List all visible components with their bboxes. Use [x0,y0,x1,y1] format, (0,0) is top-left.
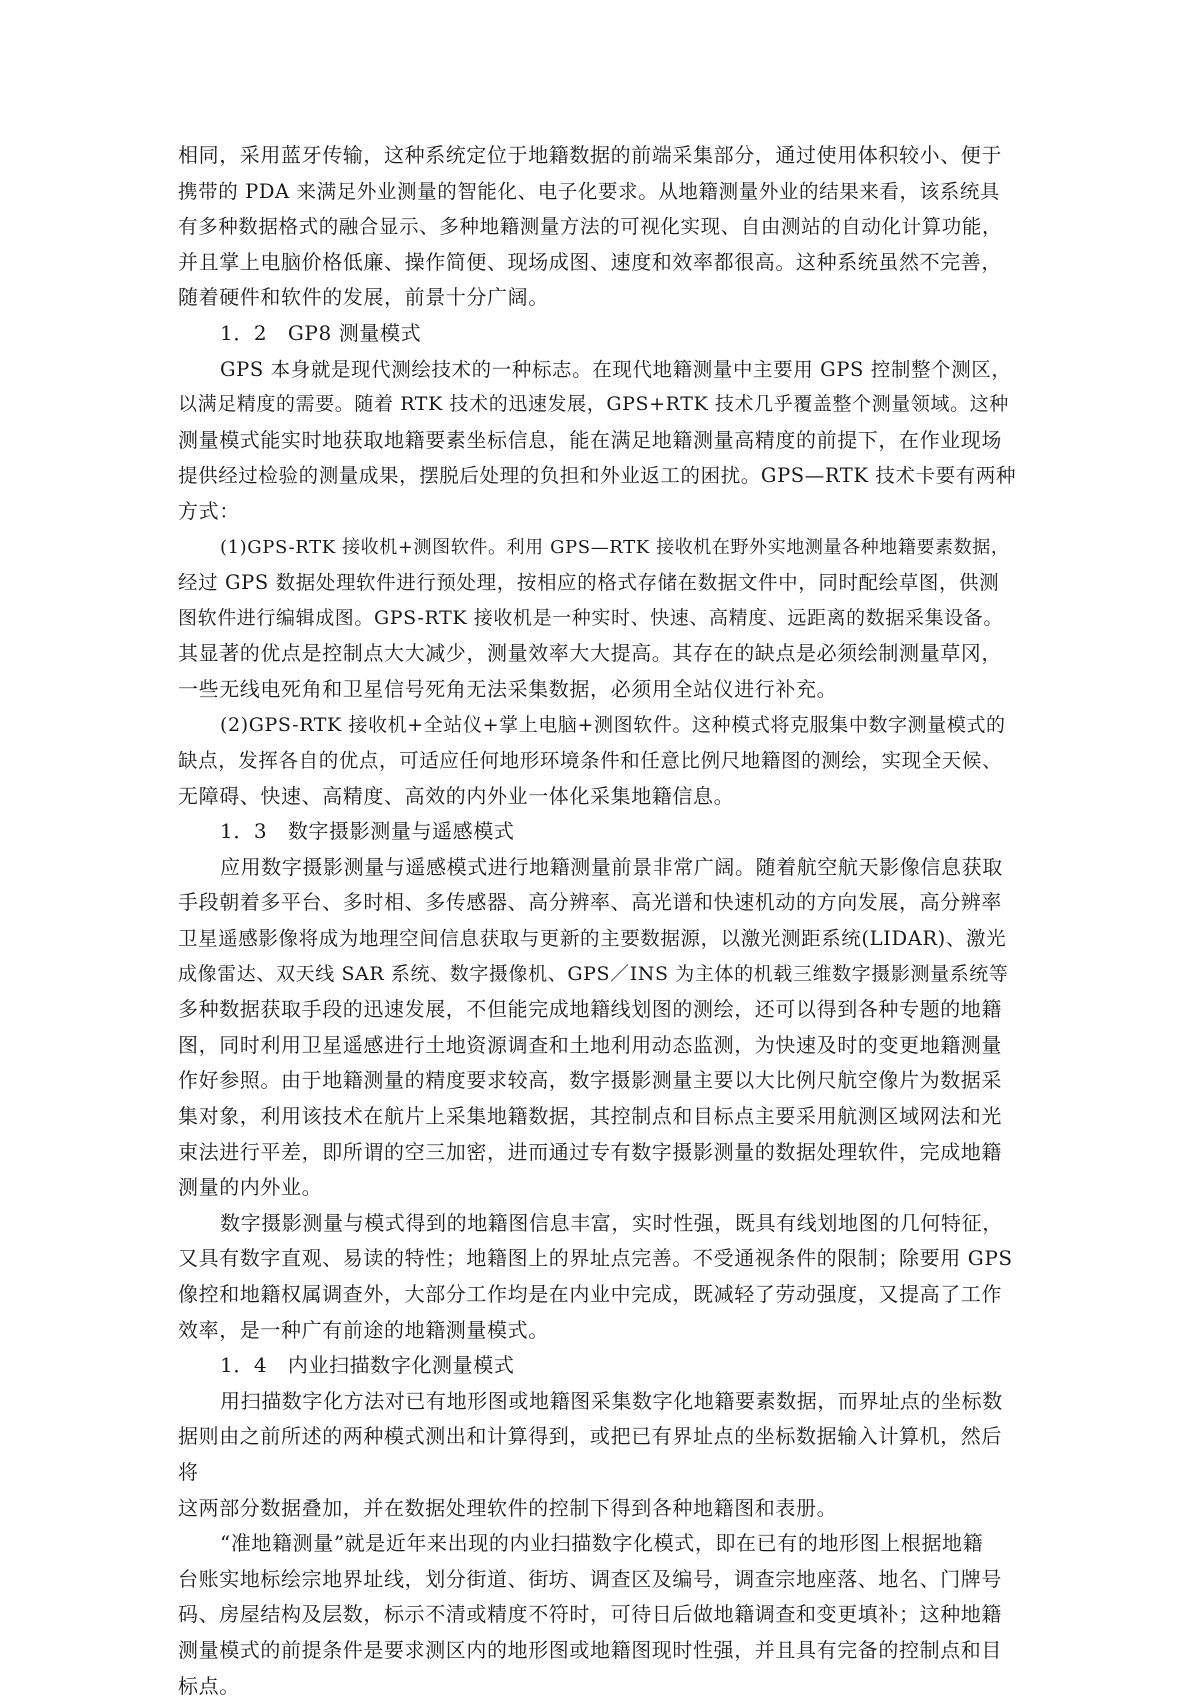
paragraph-line: 卫星遥感影像将成为地理空间信息获取与更新的主要数据源，以激光测距系统(LIDAR)、激光 [178,927,1007,951]
paragraph-line: 数字摄影测量与模式得到的地籍图信息丰富，实时性强，既具有线划地图的几何特征， [220,1210,1003,1235]
paragraph-line: 作好参照。由于地籍测量的精度要求较高，数字摄影测量主要以大比例尺航空像片为数据采 [178,1068,1002,1093]
paragraph-line: 手段朝着多平台、多时相、多传感器、高分辨率、高光谱和快速机动的方向发展，高分辨率 [178,890,1002,915]
paragraph-line: 像控和地籍权属调查外，大部分工作均是在内业中完成，既减轻了劳动强度，又提高了工作 [178,1282,1002,1306]
paragraph-line: 用扫描数字化方法对已有地形图或地籍图采集数字化地籍要素数据，而界址点的坐标数 [220,1388,1003,1413]
section-heading: 1．3 数字摄影测量与遥感模式 [220,819,515,844]
paragraph-line: 测量模式能实时地获取地籍要素坐标信息，能在满足地籍测量高精度的前提下，在作业现场 [178,427,1002,452]
section-heading: 1．4 内业扫描数字化测量模式 [220,1353,515,1378]
paragraph-line: 相同，采用蓝牙传输，这种系统定位于地籍数据的前端采集部分，通过使用体积较小、便于 [178,143,1002,167]
paragraph-line: 多种数据获取手段的迅速发展，不但能完成地籍线划图的测绘，还可以得到各种专题的地籍 [178,997,1002,1022]
paragraph-line: 一些无线电死角和卫星信号死角无法采集数据，必须用全站仪进行补充。 [178,676,838,701]
paragraph-line: 测量的内外业。 [178,1175,323,1200]
paragraph-line: 据则由之前所述的两种模式测出和计算得到，或把已有界址点的坐标数据输入计算机，然后 [178,1424,1002,1449]
paragraph-line: 这两部分数据叠加，并在数据处理软件的控制下得到各种地籍图和表册。 [178,1495,838,1520]
paragraph-line: 无障碍、快速、高精度、高效的内外业一体化采集地籍信息。 [178,783,735,808]
paragraph-line: 又具有数字直观、易读的特性；地籍图上的界址点完善。不受通视条件的限制；除要用 GPS [178,1246,1013,1271]
paragraph-line: 以满足精度的需要。随着 RTK 技术的迅速发展，GPS+RTK 技术几乎覆盖整个测量领域。这种 [178,393,1009,416]
paragraph-line: (2)GPS-RTK 接收机+全站仪+掌上电脑+测图软件。这种模式将克服集中数字测量模式的 [220,713,1006,736]
paragraph-line: 台账实地标绘宗地界址线，划分街道、街坊、调查区及编号，调查宗地座落、地名、门牌号 [178,1566,1002,1591]
paragraph-line: 缺点，发挥各自的优点，可适应任何地形环境条件和任意比例尺地籍图的测绘，实现全天候、 [178,749,1003,773]
document-page [178,138,1018,1704]
paragraph-line: 图软件进行编辑成图。GPS-RTK 接收机是一种实时、快速、高精度、远距离的数据采集设备。 [178,606,1003,629]
paragraph-line: 有多种数据格式的融合显示、多种地籍测量方法的可视化实现、自由测站的自动化计算功能， [178,215,1003,239]
paragraph-line: 随着硬件和软件的发展，前景十分广阔。 [178,285,549,310]
paragraph-line: (1)GPS-RTK 接收机+测图软件。利用 GPS—RTK 接收机在野外实地测量各种地籍要素数据， [220,536,1010,558]
paragraph-line: 图，同时利用卫星遥感进行土地资源调查和土地利用动态监测，为快速及时的变更地籍测量 [178,1032,1002,1057]
paragraph-line: 经过 GPS 数据处理软件进行预处理，按相应的格式存储在数据文件中，同时配绘草图，供测 [178,571,1000,595]
paragraph-line: 将 [178,1459,199,1484]
paragraph-line: “准地籍测量”就是近年来出现的内业扫描数字化模式，即在已有的地形图上根据地籍 [220,1531,984,1556]
paragraph-line: 应用数字摄影测量与遥感模式进行地籍测量前景非常广阔。随着航空航天影像信息获取 [220,854,1003,879]
paragraph-line: 其显著的优点是控制点大大减少，测量效率大大提高。其存在的缺点是必须绘制测量草冈， [178,641,1002,666]
paragraph-line: 束法进行平差，即所谓的空三加密，进而通过专有数字摄影测量的数据处理软件，完成地籍 [178,1139,1002,1164]
paragraph-line: 提供经过检验的测量成果，摆脱后处理的负担和外业返工的困扰。GPS—RTK 技术卡要有两种 [178,464,1017,488]
paragraph-line: 集对象，利用该技术在航片上采集地籍数据，其控制点和目标点主要采用航测区域网法和光 [178,1104,1002,1129]
paragraph-line: 效率，是一种广有前途的地籍测量模式。 [178,1317,549,1342]
paragraph-line: GPS 本身就是现代测绘技术的一种标志。在现代地籍测量中主要用 GPS 控制整个测区， [220,357,1012,381]
section-heading: 1．2 GP8 测量模式 [220,320,422,345]
paragraph-line: 标点。 [178,1673,240,1698]
paragraph-line: 成像雷达、双天线 SAR 系统、数字摄像机、GPS／INS 为主体的机载三维数字摄影测量系统等 [178,962,1009,985]
paragraph-line: 携带的 PDA 来满足外业测量的智能化、电子化要求。从地籍测量外业的结果来看，该系统具 [178,179,1001,203]
paragraph-line: 方式： [178,498,240,523]
paragraph-line: 码、房屋结构及层数，标示不清或精度不符时，可待日后做地籍调查和变更填补；这种地籍 [178,1602,1002,1627]
paragraph-line: 并且掌上电脑价格低廉、操作简便、现场成图、速度和效率都很高。这种系统虽然不完善， [178,249,1002,274]
paragraph-line: 测量模式的前提条件是要求测区内的地形图或地籍图现时性强，并且具有完备的控制点和目 [178,1637,1002,1662]
